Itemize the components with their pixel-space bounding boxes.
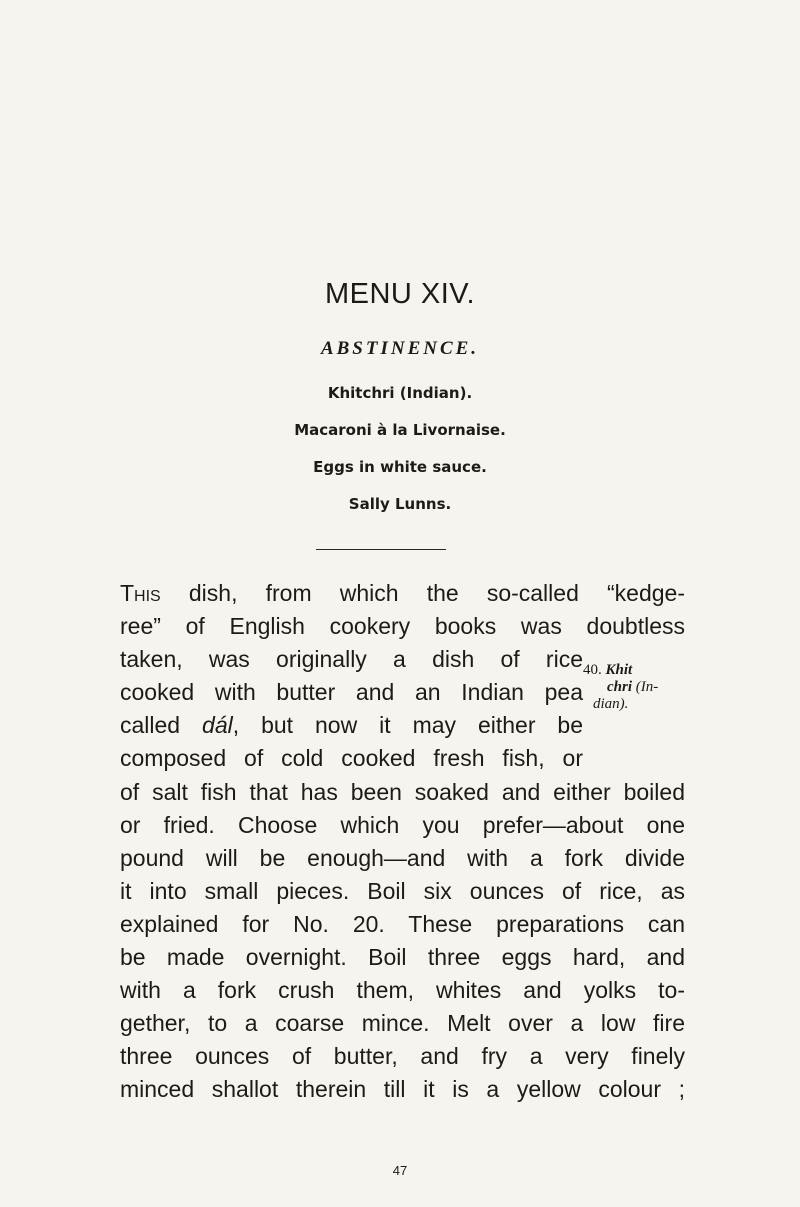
body-line: three ounces of butter, and fry a very finely (120, 1043, 685, 1070)
recipe-qualifier: (In- (635, 679, 659, 695)
margin-note-line (583, 696, 693, 713)
body-line: be made overnight. Boil three eggs hard, and (120, 944, 685, 971)
menu-item: Eggs in white sauce. (313, 458, 487, 476)
body-line: of salt fish that has been soaked and either boiled (120, 778, 685, 805)
italic-word: dál (202, 712, 233, 739)
body-line: ree” of English cookery books was doubtless (120, 613, 685, 640)
body-line: minced shallot therein till it is a yellow colour ; (120, 1076, 685, 1103)
section-divider (316, 549, 446, 550)
margin-note (583, 662, 693, 713)
line-text: , but now it may either be (232, 712, 584, 739)
body-line: with a fork crush them, whites and yolks to- (120, 977, 685, 1004)
page-number: 47 (392, 1163, 408, 1178)
recipe-title: chri (607, 679, 633, 695)
recipe-title: Khit (605, 662, 633, 678)
recipe-qualifier: dian). (593, 696, 629, 712)
menu-item: Sally Lunns. (348, 495, 452, 513)
recipe-number: 40. (583, 662, 602, 678)
line-text: dish, from which the so-called “kedge- (160, 580, 685, 606)
margin-note-line (583, 679, 693, 696)
body-line: it into small pieces. Boil six ounces of rice, as (120, 877, 685, 904)
menu-subtitle: ABSTINENCE. (320, 338, 480, 359)
menu-heading: MENU XIV. (324, 278, 476, 310)
body-line: cooked with butter and an Indian pea (120, 679, 583, 706)
line-text: called (120, 712, 203, 739)
body-line: pound will be enough—and with a fork divide (120, 844, 685, 871)
menu-items-list (0, 383, 800, 531)
body-line: explained for No. 20. These preparations can (120, 910, 685, 937)
body-line: or fried. Choose which you prefer—about one (120, 811, 685, 838)
body-line: composed of cold cooked fresh fish, or (120, 745, 583, 772)
margin-note-line (583, 662, 693, 679)
body-line (120, 709, 583, 742)
lead-word: This (120, 580, 161, 606)
menu-item: Khitchri (Indian). (327, 384, 473, 402)
body-line: taken, was originally a dish of rice (120, 646, 583, 673)
recipe-body (120, 577, 685, 1107)
body-line: gether, to a coarse mince. Melt over a low fire (120, 1010, 685, 1037)
body-line (120, 577, 685, 610)
menu-item: Macaroni à la Livornaise. (294, 421, 506, 439)
